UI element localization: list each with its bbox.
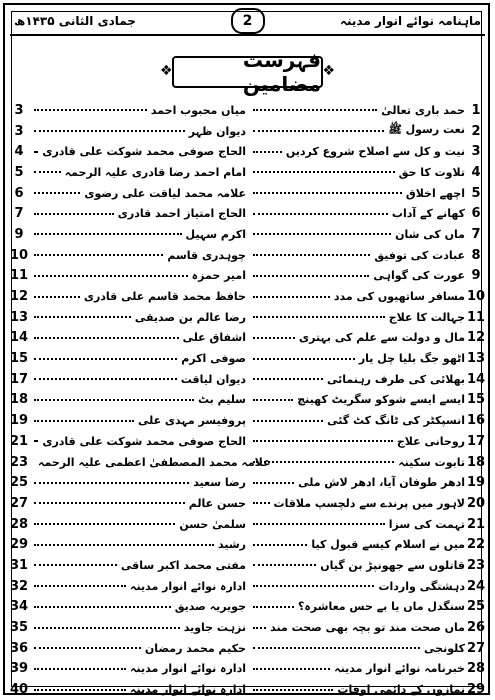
entry-number: 28 [9, 516, 29, 532]
entry-number: 21 [466, 516, 486, 532]
entry-title: مفتی محمد اکبر ساقی [120, 558, 246, 572]
entry-title: چوہدری قاسم [167, 248, 246, 262]
contents-entry [8, 307, 246, 328]
entry-title: تلاوت کا حق [398, 165, 465, 179]
dot-leader [34, 668, 126, 670]
dot-leader [253, 689, 333, 691]
entry-title: سنگدل ماں یا بے حس معاشرہ؟ [297, 600, 465, 614]
contents-entry [249, 286, 487, 307]
entry-title: الحاج صوفی محمد شوکت علی قادری [42, 145, 246, 159]
entry-number: 18 [9, 392, 29, 408]
entry-title: روحانی علاج [396, 434, 465, 448]
dot-leader [34, 420, 134, 422]
dot-leader [253, 337, 295, 339]
entry-title: عبادت کی توفیق [374, 248, 465, 262]
dot-leader [253, 192, 402, 194]
entry-number: 23 [9, 454, 29, 470]
entry-title: دہشتگی واردات [378, 579, 465, 593]
entry-title: دیوان ظہر [188, 124, 246, 138]
entry-number: 40 [9, 682, 29, 698]
entry-title: حمد باری تعالیٰ [381, 103, 465, 117]
entry-number: 2 [471, 123, 481, 139]
entry-title: سلیم بٹ [197, 393, 246, 407]
entry-title: نمازوں کے دائمی اوقات [337, 683, 465, 697]
entry-title: رضا سعید [193, 476, 246, 490]
dot-leader [253, 213, 388, 215]
dot-leader [34, 109, 147, 111]
contents-list-left [8, 100, 271, 700]
entry-number: 4 [471, 164, 481, 180]
entry-number: 31 [9, 557, 29, 573]
entry-title: رضا عالم بن صدیقی [134, 310, 246, 324]
entry-number: 12 [9, 289, 29, 305]
contents-entry [8, 410, 246, 431]
dot-leader [253, 316, 385, 318]
entry-number: 27 [466, 640, 486, 656]
entry-title: حسن عالم [188, 496, 246, 510]
entry-number: 3 [471, 144, 481, 160]
contents-entry [249, 410, 487, 431]
entry-title: کھانے کے آداب [391, 207, 465, 221]
entry-title: نیت و کل سے اصلاح شروع کردیں [285, 145, 465, 159]
page-number: 2 [231, 8, 265, 34]
entry-number: 21 [9, 433, 29, 449]
entry-number: 3 [14, 123, 24, 139]
entry-number: 7 [14, 206, 24, 222]
entry-number: 26 [466, 620, 486, 636]
entry-number: 23 [466, 557, 486, 573]
entry-number: 29 [466, 682, 486, 698]
contents-entry [249, 369, 487, 390]
dot-leader [253, 585, 374, 587]
contents-entry [249, 638, 487, 659]
entry-title: میاں محبوب احمد [150, 103, 246, 117]
entry-number: 12 [466, 330, 486, 346]
contents-entry [8, 183, 246, 204]
entry-number: 6 [14, 185, 24, 201]
contents-entry [249, 307, 487, 328]
entry-title: عورت کی گواہی [373, 269, 465, 283]
entry-title: اشفاق علی [182, 331, 246, 345]
dot-leader [253, 440, 393, 442]
entry-number: 10 [9, 247, 29, 263]
entry-title: حکیم محمد رمضان [144, 641, 246, 655]
entry-number: 39 [9, 661, 29, 677]
entry-number: 19 [466, 475, 486, 491]
entry-number: 36 [9, 640, 29, 656]
contents-entry [8, 245, 246, 266]
entry-title: ادارہ نوائے انوار مدینہ [130, 579, 246, 593]
contents-entry [249, 348, 487, 369]
entry-number: 3 [14, 102, 24, 118]
entry-number: 27 [9, 495, 29, 511]
contents-entry [249, 493, 487, 514]
entry-title: امام احمد رضا قادری علیہ الرحمہ [64, 165, 246, 179]
contents-entry [8, 266, 246, 287]
entry-title: لاہور میں پرندے سے دلچسپ ملاقات [273, 496, 465, 510]
dot-leader [34, 689, 126, 691]
entry-title: مال و دولت سے علم کی بہتری [299, 331, 465, 345]
dot-leader [34, 647, 141, 649]
dot-leader [34, 296, 80, 298]
entry-number: 25 [466, 599, 486, 615]
contents-entry [249, 203, 487, 224]
dot-leader [253, 399, 293, 401]
entry-number: 15 [466, 392, 486, 408]
entry-number: 5 [14, 164, 24, 180]
dot-leader [253, 564, 316, 566]
dot-leader [34, 254, 163, 256]
entry-title: دیوان لیاقت [180, 372, 246, 386]
entry-number: 16 [466, 413, 486, 429]
contents-entry [8, 597, 246, 618]
issue-date: جمادی الثانی ۱۴۳۵ھ [14, 14, 136, 28]
entry-title: مسافر ساتھیوں کی مدد [333, 290, 465, 304]
dot-leader [34, 275, 188, 277]
entry-title: انسپکٹر کی ٹانگ کٹ گئی [327, 414, 465, 428]
entry-title: ادارہ نوائے انوار مدینہ [130, 662, 246, 676]
dot-leader [34, 192, 80, 194]
entry-number: 17 [466, 433, 486, 449]
dot-leader [253, 668, 330, 670]
entry-number: 11 [466, 309, 486, 325]
dot-leader [34, 523, 175, 525]
entry-title: الحاج امتیاز احمد قادری [117, 207, 246, 221]
contents-entry [8, 617, 246, 638]
entry-title: ماں کی شان [395, 227, 465, 241]
entry-title: صوفی اکرم [181, 352, 246, 366]
dot-leader [253, 171, 395, 173]
contents-entry [249, 224, 487, 245]
entry-title: خبرنامہ نوائے انوار مدینہ [334, 662, 465, 676]
magazine-title: ماہنامہ نوائے انوار مدینہ [339, 14, 481, 28]
entry-number: 14 [466, 371, 486, 387]
entry-title: ماں صحت مند تو بچہ بھی صحت مند [270, 621, 465, 635]
entry-number: 18 [466, 454, 486, 470]
dot-leader [34, 358, 177, 360]
contents-entry [8, 638, 246, 659]
contents-entry [8, 659, 246, 680]
entry-number: 10 [466, 289, 486, 305]
entry-title: نعت رسول ﷺ [388, 123, 465, 137]
dot-leader [34, 482, 189, 484]
entry-number: 25 [9, 475, 29, 491]
contents-entry [249, 328, 487, 349]
entry-number: 15 [9, 351, 29, 367]
dot-leader [253, 482, 294, 484]
contents-entry [8, 224, 246, 245]
contents-entry [249, 597, 487, 618]
contents-entry [249, 452, 487, 473]
dot-leader [34, 606, 171, 608]
contents-entry [8, 369, 246, 390]
entry-number: 5 [471, 185, 481, 201]
contents-entry [8, 286, 246, 307]
contents-entry [249, 472, 487, 493]
dot-leader [34, 399, 194, 401]
entry-number: 13 [466, 351, 486, 367]
dot-leader [34, 151, 38, 153]
entry-number: 9 [14, 226, 24, 242]
entry-title: قاتلوں سے جھونپڑ بن گیاں [320, 558, 465, 572]
contents-entry [249, 534, 487, 555]
dot-leader [253, 523, 385, 525]
ornament-icon: ❖ [160, 63, 173, 79]
dot-leader [253, 627, 266, 629]
contents-entry [8, 100, 246, 121]
entry-title: امیر حمزہ [191, 269, 246, 283]
contents-entry [249, 245, 487, 266]
entry-number: 34 [9, 599, 29, 615]
dot-leader [34, 171, 61, 173]
contents-entry [8, 141, 246, 162]
contents-title-banner [160, 48, 335, 96]
entry-number: 35 [9, 620, 29, 636]
contents-entry [8, 328, 246, 349]
contents-entry [8, 514, 246, 535]
entry-title: ایسے ایسے شوکو سگریٹ کھینچ [297, 393, 465, 407]
dot-leader [34, 564, 117, 566]
contents-entry [249, 576, 487, 597]
contents-list-right [249, 100, 487, 700]
dot-leader [253, 109, 377, 111]
contents-entry [8, 493, 246, 514]
contents-entry [8, 431, 246, 452]
entry-title: علامہ محمد المصطفیٰ اعظمی علیہ الرحمہ [38, 455, 271, 469]
entry-number: 29 [9, 537, 29, 553]
contents-entry [8, 679, 246, 700]
contents-entry [8, 390, 246, 411]
ornament-icon: ❖ [322, 63, 335, 79]
entry-title: حافظ محمد قاسم علی قادری [83, 290, 246, 304]
dot-leader [253, 151, 282, 153]
dot-leader [253, 544, 307, 546]
contents-entry [249, 162, 487, 183]
entry-title: اچھے اخلاق [405, 186, 465, 200]
entry-number: 28 [466, 661, 486, 677]
contents-entry [8, 203, 246, 224]
entry-number: 14 [9, 330, 29, 346]
dot-leader [253, 275, 369, 277]
dot-leader [34, 627, 180, 629]
entry-title: رشید [218, 538, 246, 552]
entry-title: کلونجی [424, 641, 465, 655]
entry-number: 24 [466, 578, 486, 594]
entry-number: 11 [9, 268, 29, 284]
dot-leader [253, 130, 384, 132]
dot-leader [34, 316, 131, 318]
dot-leader [34, 585, 126, 587]
entry-number: 17 [9, 371, 29, 387]
contents-entry [249, 555, 487, 576]
contents-entry [249, 679, 487, 700]
dot-leader [253, 502, 270, 504]
entry-number: 13 [9, 309, 29, 325]
entry-title: تابوت سکینہ [398, 455, 465, 469]
dot-leader [253, 378, 323, 380]
entry-number: 19 [9, 413, 29, 429]
contents-entry [249, 100, 487, 121]
entry-title: الحاج صوفی محمد شوکت علی قادری [42, 434, 246, 448]
contents-entry [8, 452, 271, 473]
dot-leader [253, 254, 370, 256]
contents-entry [249, 141, 487, 162]
contents-entry [249, 121, 487, 142]
entry-number: 4 [14, 144, 24, 160]
dot-leader [34, 502, 185, 504]
dot-leader [34, 130, 185, 132]
entry-title: جویریہ صدیق [174, 600, 246, 614]
contents-entry [249, 183, 487, 204]
entry-number: 20 [466, 495, 486, 511]
entry-title: سلمیٰ حسن [179, 517, 246, 531]
page-header [10, 8, 485, 36]
contents-entry [8, 121, 246, 142]
contents-title: فہرست مضامین [172, 56, 323, 88]
dot-leader [34, 378, 177, 380]
dot-leader [253, 233, 391, 235]
contents-entry [8, 348, 246, 369]
contents-entry [8, 162, 246, 183]
entry-title: اکرم سہیل [185, 227, 246, 241]
dot-leader [34, 440, 38, 442]
contents-entry [249, 659, 487, 680]
contents-entry [249, 617, 487, 638]
entry-number: 7 [471, 226, 481, 242]
contents-entry [249, 266, 487, 287]
entry-title: پروفیسر مہدی علی [137, 414, 246, 428]
entry-number: 32 [9, 578, 29, 594]
dot-leader [34, 544, 214, 546]
entry-title: نزہت جاوید [183, 621, 246, 635]
entry-number: 6 [471, 206, 481, 222]
entry-title: علامہ محمد لیاقت علی رضوی [84, 186, 246, 200]
entry-title: جہالت کا علاج [388, 310, 465, 324]
entry-title: بھلائی کی طرف رہنمائی [326, 372, 465, 386]
dot-leader [253, 606, 294, 608]
entry-number: 9 [471, 268, 481, 284]
contents-entry [8, 576, 246, 597]
entry-number: 1 [471, 102, 481, 118]
entry-title: ادھر طوفان آیا، ادھر لاش ملی [298, 476, 465, 490]
dot-leader [253, 420, 323, 422]
entry-title: تہمت کی سزا [388, 517, 465, 531]
entry-title: ادارہ نوائے انوار مدینہ [130, 683, 246, 697]
dot-leader [253, 358, 355, 360]
dot-leader [253, 461, 394, 463]
contents-entry [8, 555, 246, 576]
contents-entry [8, 472, 246, 493]
contents-entry [249, 431, 487, 452]
entry-number: 22 [466, 537, 486, 553]
contents-entry [249, 390, 487, 411]
entry-number: 8 [471, 247, 481, 263]
dot-leader [253, 296, 330, 298]
dot-leader [253, 647, 420, 649]
entry-title: میں نے اسلام کیسے قبول کیا [311, 538, 465, 552]
dot-leader [34, 233, 182, 235]
contents-entry [249, 514, 487, 535]
entry-title: اٹھو جگ بلیا چل یار [358, 352, 465, 366]
dot-leader [34, 213, 114, 215]
contents-entry [8, 534, 246, 555]
dot-leader [34, 337, 179, 339]
